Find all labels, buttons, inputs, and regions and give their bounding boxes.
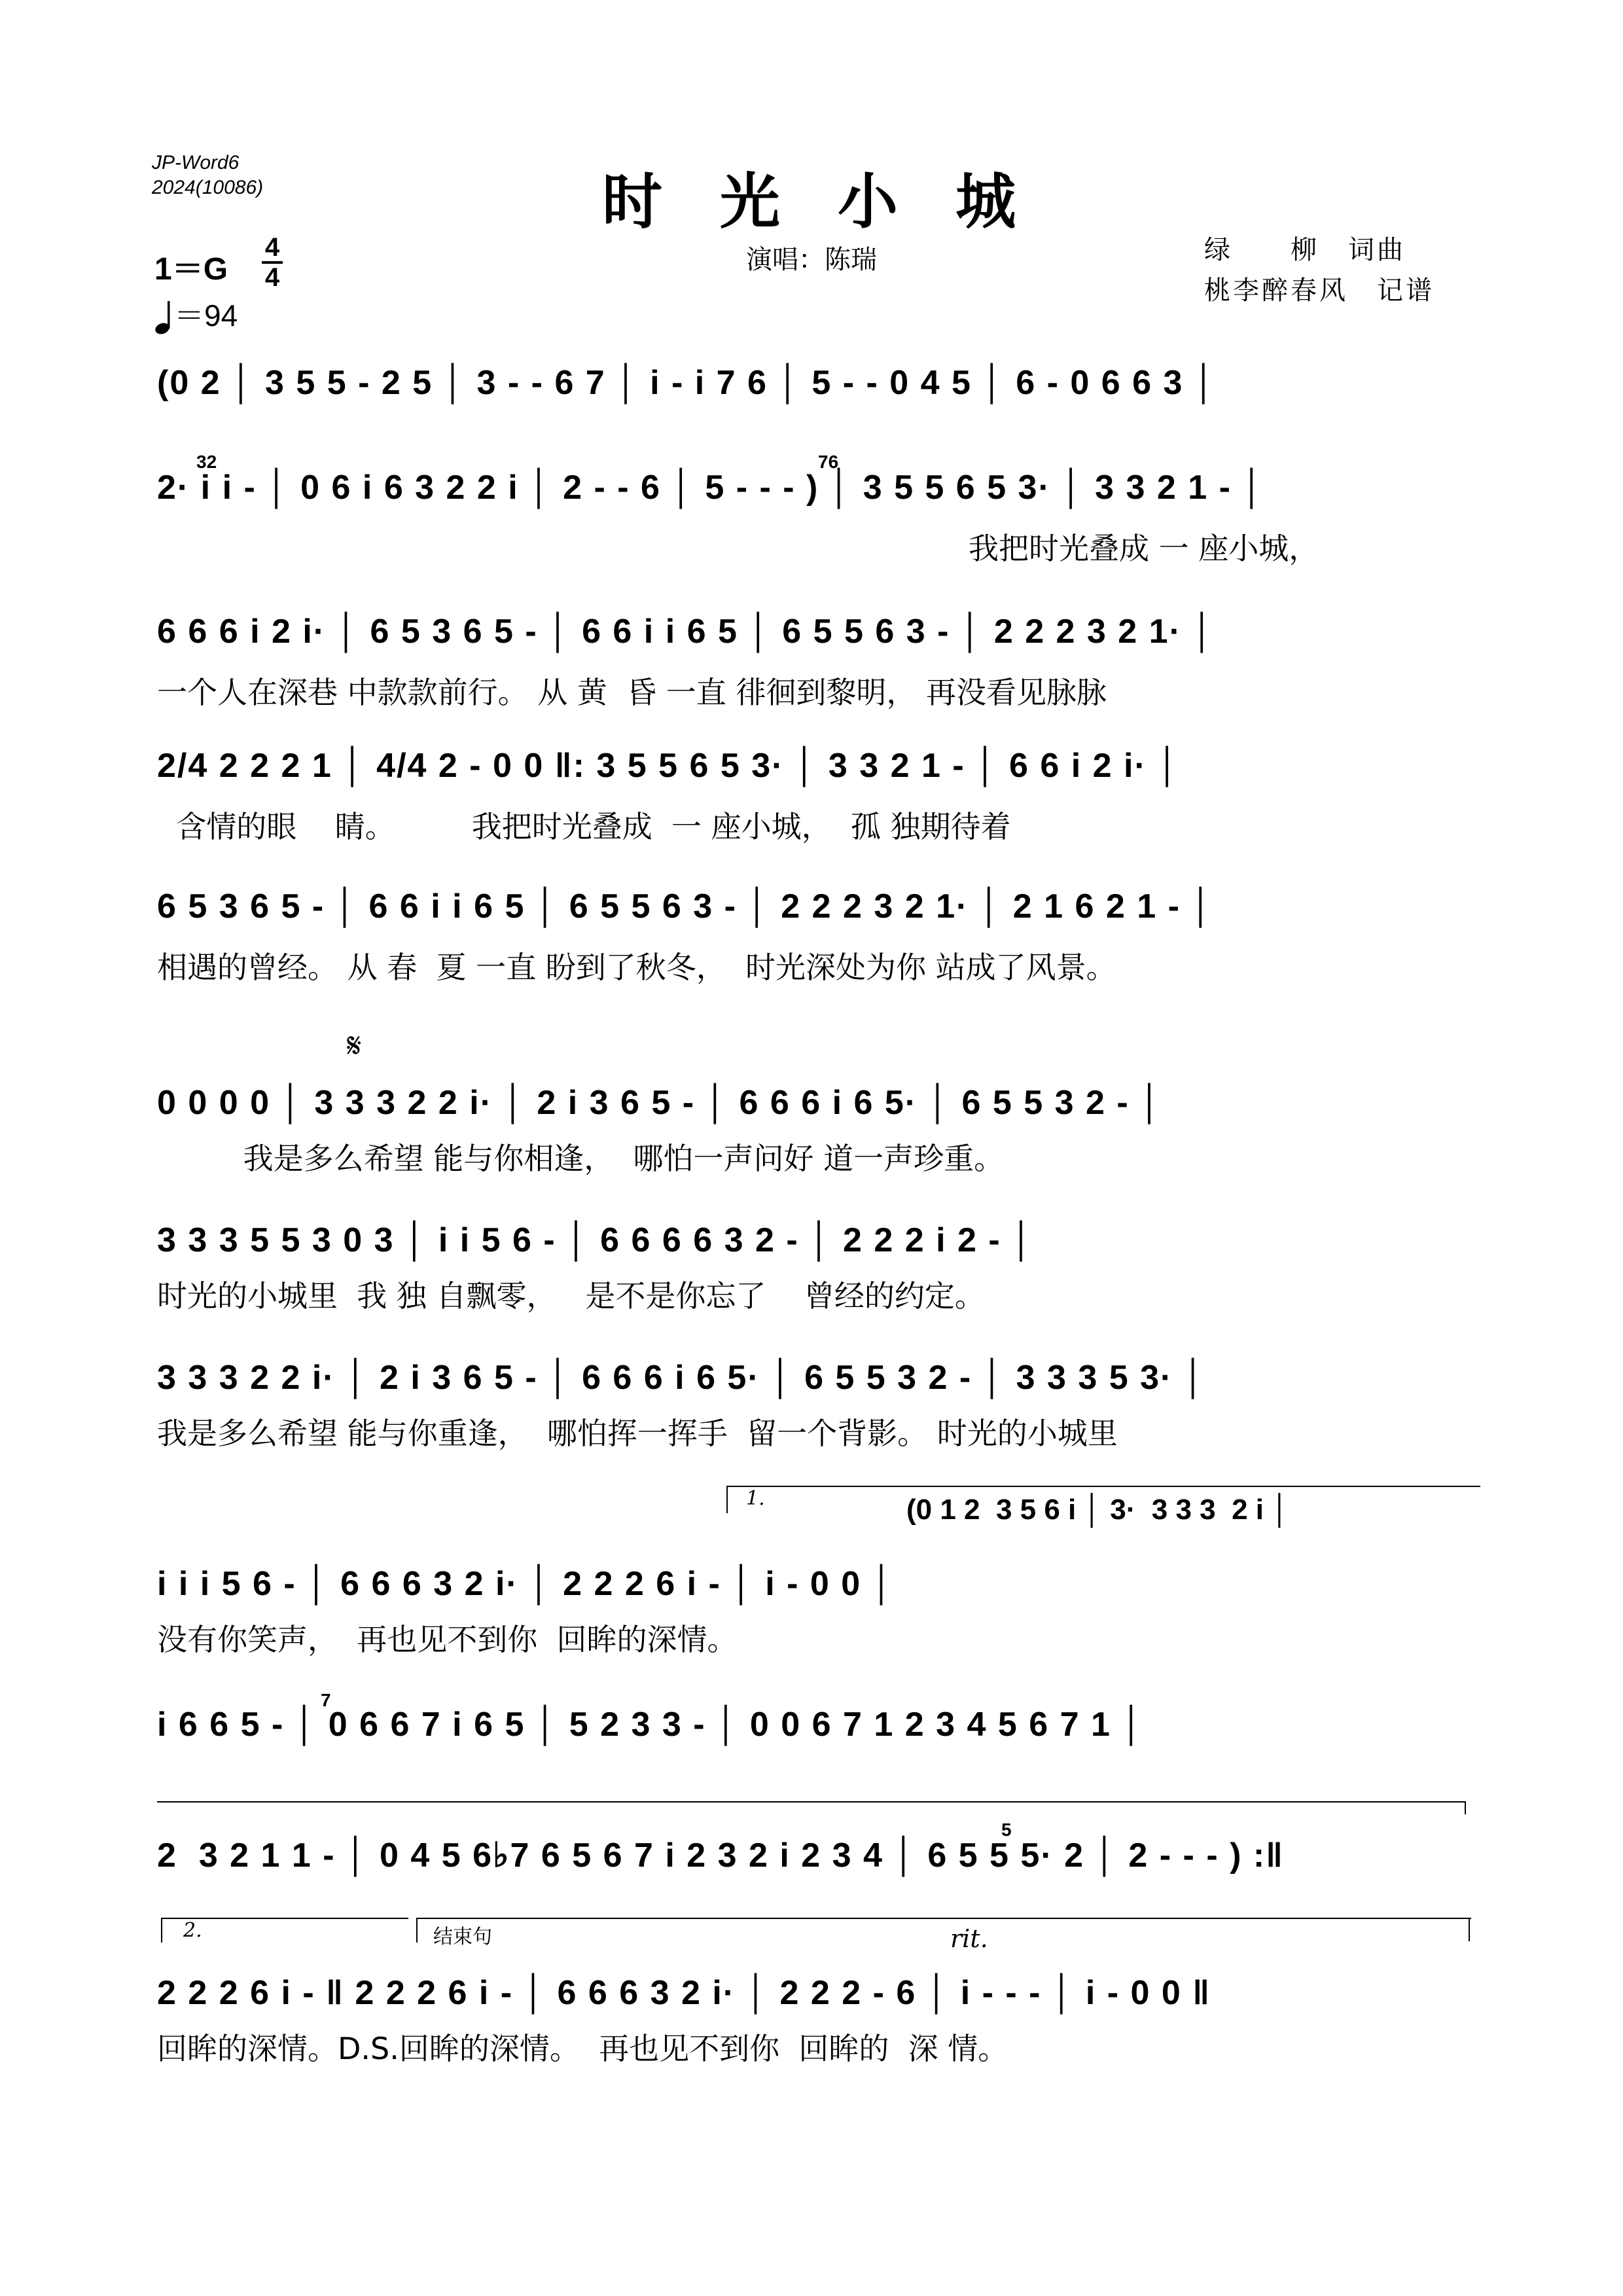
grace-note-32: 32 — [196, 452, 217, 472]
music-line-3 — [157, 602, 1479, 713]
grace-note-76: 76 — [818, 452, 839, 472]
music-line-11 — [157, 1820, 1479, 1905]
time-sig-top: 4 — [264, 233, 280, 262]
music-line-2 — [157, 452, 1479, 569]
lyrics-row: 回眸的深情。D.S.回眸的深情。 再也见不到你 回眸的 深 情。 — [157, 2031, 1008, 2066]
time-signature — [259, 234, 285, 291]
notation-row: 6 6 6 i 2 i· │ 6 5 3 6 5 - │ 6 6 i i 6 5 │ 6 5 5 6 3 - │ 2 2 2 3 2 1· │ — [157, 613, 1215, 651]
notation-row: (0 2 │ 3 5 5 - 2 5 │ 3 - - 6 7 │ i - i 7 6 │ 5 - - 0 4 5 │ 6 - 0 6 6 3 │ — [157, 364, 1217, 402]
time-sig-bottom: 4 — [264, 263, 280, 292]
second-ending-label: 2. — [183, 1919, 202, 1942]
song-title: 时 光 小 城 — [602, 166, 1035, 237]
music-line-5 — [157, 877, 1479, 988]
lyrics-row: 含情的眼 睛。 我把时光叠成 一 座小城， 孤 独期待着 — [157, 809, 1011, 844]
software-label: JP-Word6 — [152, 152, 240, 173]
music-line-6 — [157, 1073, 1479, 1185]
music-line-10 — [157, 1690, 1479, 1774]
notation-row: 3 3 3 5 5 3 0 3 │ i i 5 6 - │ 6 6 6 6 3 2 - │ 2 2 2 i 2 - │ — [157, 1221, 1035, 1259]
music-line-4 — [157, 736, 1479, 848]
tempo-marking — [154, 292, 238, 335]
coda-label: 结束句 — [433, 1926, 492, 1948]
lyrics-row: 相遇的曾经。 从 春 夏 一直 盼到了秋冬， 时光深处为你 站成了风景。 — [157, 950, 1116, 985]
music-line-7 — [157, 1211, 1479, 1322]
grace-note-5: 5 — [1001, 1820, 1012, 1840]
notation-row: 2/4 2 2 2 1 │ 4/4 2 - 0 0 ‖: 3 5 5 6 5 3· │ 3 3 2 1 - │ 6 6 i 2 i· │ — [157, 747, 1181, 785]
repeat-bracket — [157, 1801, 1466, 1816]
key-signature: 1＝G — [154, 252, 228, 287]
lyrics-row: 我把时光叠成 一 座小城， — [969, 531, 1319, 566]
lyrics-row: 一个人在深巷 中款款前行。 从 黄 昏 一直 徘徊到黎明， 再没看见脉脉 — [157, 675, 1107, 710]
catalog-id: 2024(10086) — [152, 177, 264, 198]
lyrics-row: 我是多么希望 能与你重逢， 哪怕挥一挥手 留一个背影。 时光的小城里 — [157, 1416, 1118, 1451]
notation-row: 3 3 3 2 2 i· │ 2 i 3 6 5 - │ 6 6 6 i 6 5· │ 6 5 5 3 2 - │ 3 3 3 5 3· │ — [157, 1359, 1207, 1397]
notation-row: 0 0 0 0 │ 3 3 3 2 2 i· │ 2 i 3 6 5 - │ 6 6 6 i 6 5· │ 6 5 5 3 2 - │ — [157, 1084, 1163, 1122]
grace-note-7: 7 — [321, 1690, 331, 1710]
notation-row: i i i 5 6 - │ 6 6 6 3 2 i· │ 2 2 2 6 i - │ i - 0 0 │ — [157, 1565, 895, 1603]
notation-row: 2 3 2 1 1 - │ 0 4 5 6♭7 6 5 6 7 i 2 3 2 i 2 3 4 │ 6 5 5 5· 2 │ 2 - - - ) :‖ — [157, 1837, 1285, 1874]
first-ending-top-notes: (0 1 2 3 5 6 i │ 3· 3 3 3 2 i │ — [906, 1494, 1290, 1526]
notation-credit: 桃李醉春风 记谱 — [1204, 276, 1435, 306]
ritardando-marking: rit. — [950, 1924, 988, 1953]
lyrics-row: 没有你笑声， 再也见不到你 回眸的深情。 — [157, 1622, 738, 1657]
music-line-9 — [157, 1554, 1479, 1666]
music-line-8 — [157, 1348, 1479, 1460]
quarter-note-icon — [154, 300, 174, 335]
notation-row: i 6 6 5 - │ 0 6 6 7 i 6 5 │ 5 2 3 3 - │ 0 0 6 7 1 2 3 4 5 6 7 1 │ — [157, 1706, 1145, 1744]
singer-credit: 演唱：陈瑞 — [746, 245, 877, 275]
notation-row: 2 2 2 6 i - ‖ 2 2 2 6 i - │ 6 6 6 3 2 i· │ 2 2 2 - 6 │ i - - - │ i - 0 0 ‖ — [157, 1974, 1211, 2012]
coda-bracket — [416, 1918, 1471, 1943]
segno-sign: 𝄋 — [347, 1026, 362, 1066]
notation-row: 6 5 3 6 5 - │ 6 6 i i 6 5 │ 6 5 5 6 3 - │ 2 2 2 3 2 1· │ 2 1 6 2 1 - │ — [157, 888, 1214, 925]
music-line-12 — [157, 1964, 1479, 2075]
coda-bracket-end — [1469, 1918, 1470, 1941]
lyrics-row: 时光的小城里 我 独 自飘零， 是不是你忘了 曾经的约定。 — [157, 1278, 985, 1314]
tempo-value: ＝94 — [174, 298, 238, 332]
lyrics-row: 我是多么希望 能与你相逢， 哪怕一声问好 道一声珍重。 — [157, 1141, 1005, 1176]
notation-row: 2· i i - │ 0 6 i 6 3 2 2 i │ 2 - - 6 │ 5 - - - ) │ 3 5 5 6 5 3· │ 3 3 2 1 - │ — [157, 469, 1265, 507]
first-ending-label: 1. — [746, 1487, 765, 1510]
lyrics-music-credit: 绿 柳 词曲 — [1204, 235, 1406, 265]
repeat-bracket-end — [1465, 1801, 1466, 1814]
music-line-1 — [157, 353, 1479, 465]
